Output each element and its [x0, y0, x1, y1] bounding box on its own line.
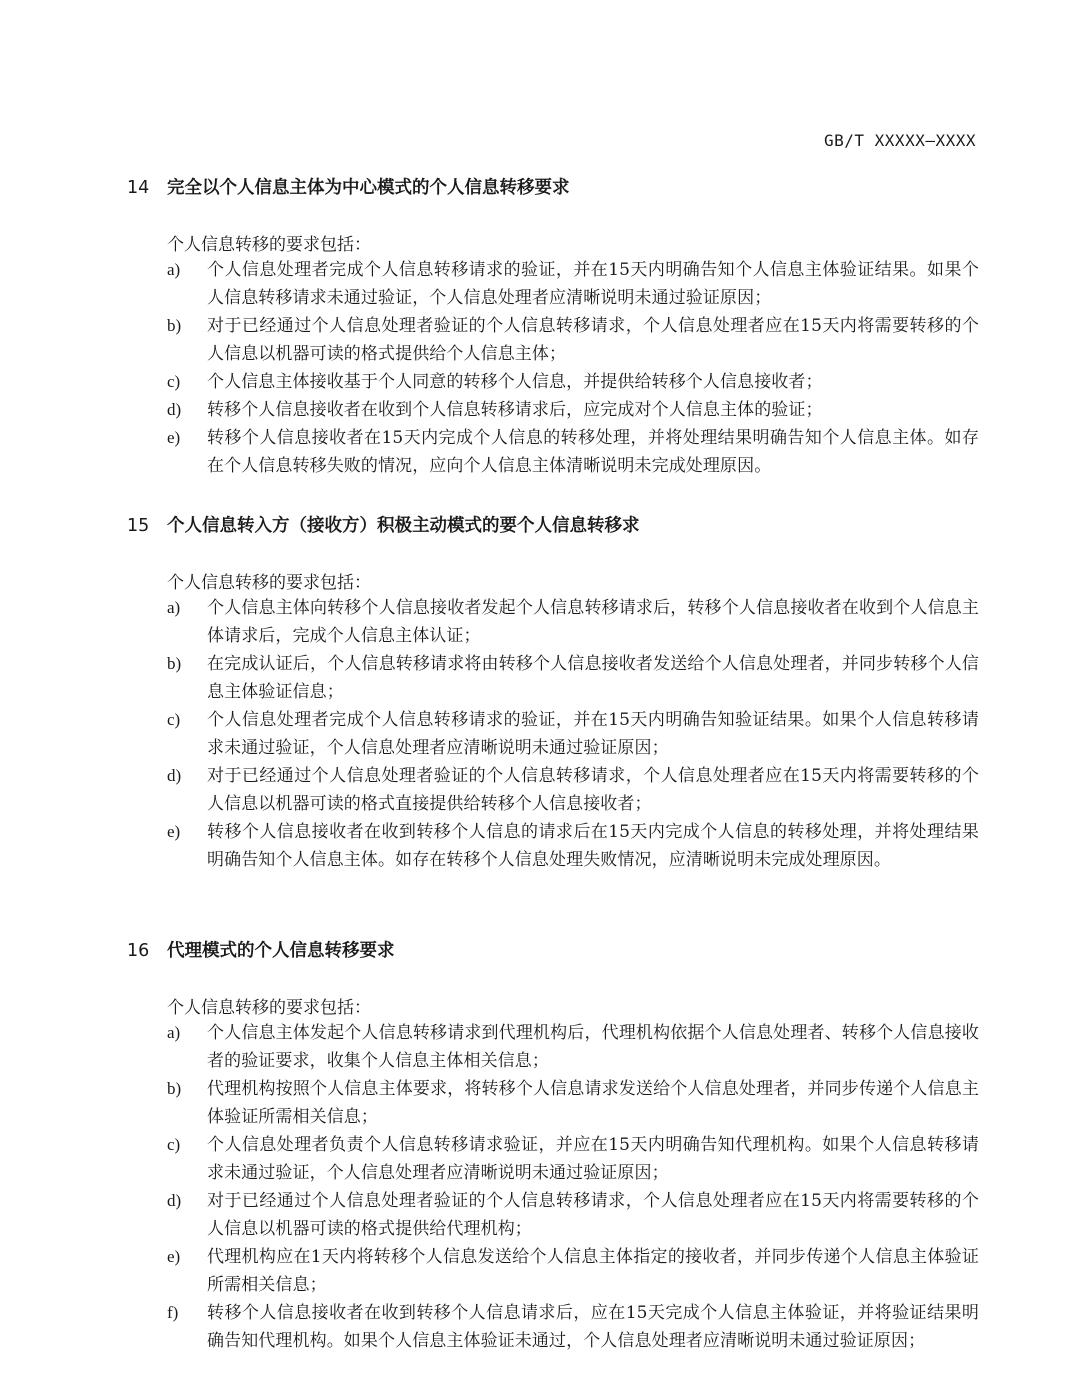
item-label: d): [167, 400, 182, 419]
section-heading: [127, 512, 640, 537]
item-label: e): [167, 1247, 181, 1266]
item-text: 转移个人信息接收者在收到转移个人信息请求后，应在15天完成个人信息主体验证，并将验证结果明确告知代理机构。如果个人信息主体验证未通过，个人信息处理者应清晰说明未通过验证原因；: [207, 1303, 979, 1351]
section-title: 代理模式的个人信息转移要求: [167, 941, 395, 961]
item-label: c): [167, 1135, 181, 1154]
item-text: 对于已经通过个人信息处理者验证的个人信息转移请求，个人信息处理者应在15天内将需要转移的个人信息以机器可读的格式直接提供给转移个人信息接收者；: [207, 766, 979, 814]
item-label: b): [167, 1079, 182, 1098]
item-label: a): [167, 1023, 181, 1042]
item-text: 对于已经通过个人信息处理者验证的个人信息转移请求，个人信息处理者应在15天内将需要转移的个人信息以机器可读的格式提供给个人信息主体；: [207, 316, 979, 364]
section-intro: 个人信息转移的要求包括：: [167, 573, 371, 593]
item-text: 个人信息处理者完成个人信息转移请求的验证，并在15天内明确告知个人信息主体验证结果。如果个人信息转移请求未通过验证，个人信息处理者应清晰说明未通过验证原因；: [207, 260, 979, 308]
item-text: 转移个人信息接收者在收到个人信息转移请求后，应完成对个人信息主体的验证；: [207, 400, 823, 420]
item-text: 在完成认证后，个人信息转移请求将由转移个人信息接收者发送给个人信息处理者，并同步转移个人信息主体验证信息；: [207, 654, 979, 702]
section-number: 15: [127, 516, 150, 536]
section-number: 16: [127, 941, 150, 961]
item-text: 个人信息处理者完成个人信息转移请求的验证，并在15天内明确告知验证结果。如果个人信息转移请求未通过验证，个人信息处理者应清晰说明未通过验证原因；: [207, 710, 979, 758]
section-heading: [127, 937, 395, 962]
item-label: e): [167, 428, 181, 447]
item-text: 个人信息主体接收基于个人同意的转移个人信息，并提供给转移个人信息接收者；: [207, 372, 823, 392]
section-intro: 个人信息转移的要求包括：: [167, 998, 371, 1018]
section-heading: [127, 174, 570, 199]
item-text: 个人信息主体向转移个人信息接收者发起个人信息转移请求后，转移个人信息接收者在收到个人信息主体请求后，完成个人信息主体认证；: [207, 598, 979, 646]
item-label: a): [167, 598, 181, 617]
section-intro: 个人信息转移的要求包括：: [167, 235, 371, 255]
item-label: b): [167, 316, 182, 335]
item-label: c): [167, 710, 181, 729]
item-text: 转移个人信息接收者在收到转移个人信息的请求后在15天内完成个人信息的转移处理，并将处理结果明确告知个人信息主体。如存在转移个人信息处理失败情况，应清晰说明未完成处理原因。: [207, 822, 979, 870]
document-code: GB/T XXXXX—XXXX: [824, 131, 976, 150]
item-label: f): [167, 1303, 179, 1322]
item-text: 代理机构按照个人信息主体要求，将转移个人信息请求发送给个人信息处理者，并同步传递个人信息主体验证所需相关信息；: [207, 1079, 979, 1127]
item-text: 对于已经通过个人信息处理者验证的个人信息转移请求，个人信息处理者应在15天内将需要转移的个人信息以机器可读的格式提供给代理机构；: [207, 1191, 979, 1239]
item-text: 代理机构应在1天内将转移个人信息发送给个人信息主体指定的接收者，并同步传递个人信息主体验证所需相关信息；: [207, 1247, 979, 1295]
item-label: b): [167, 654, 182, 673]
item-label: d): [167, 766, 182, 785]
item-text: 个人信息主体发起个人信息转移请求到代理机构后，代理机构依据个人信息处理者、转移个人信息接收者的验证要求，收集个人信息主体相关信息；: [207, 1023, 979, 1071]
section-title: 个人信息转入方（接收方）积极主动模式的要个人信息转移求: [167, 516, 640, 536]
item-label: a): [167, 260, 181, 279]
item-text: 转移个人信息接收者在15天内完成个人信息的转移处理，并将处理结果明确告知个人信息主体。如存在个人信息转移失败的情况，应向个人信息主体清晰说明未完成处理原因。: [207, 428, 979, 476]
section-number: 14: [127, 178, 150, 198]
item-label: d): [167, 1191, 182, 1210]
section-title: 完全以个人信息主体为中心模式的个人信息转移要求: [167, 178, 570, 198]
item-label: e): [167, 822, 181, 841]
item-text: 个人信息处理者负责个人信息转移请求验证，并应在15天内明确告知代理机构。如果个人信息转移请求未通过验证，个人信息处理者应清晰说明未通过验证原因；: [207, 1135, 979, 1183]
item-label: c): [167, 372, 181, 391]
